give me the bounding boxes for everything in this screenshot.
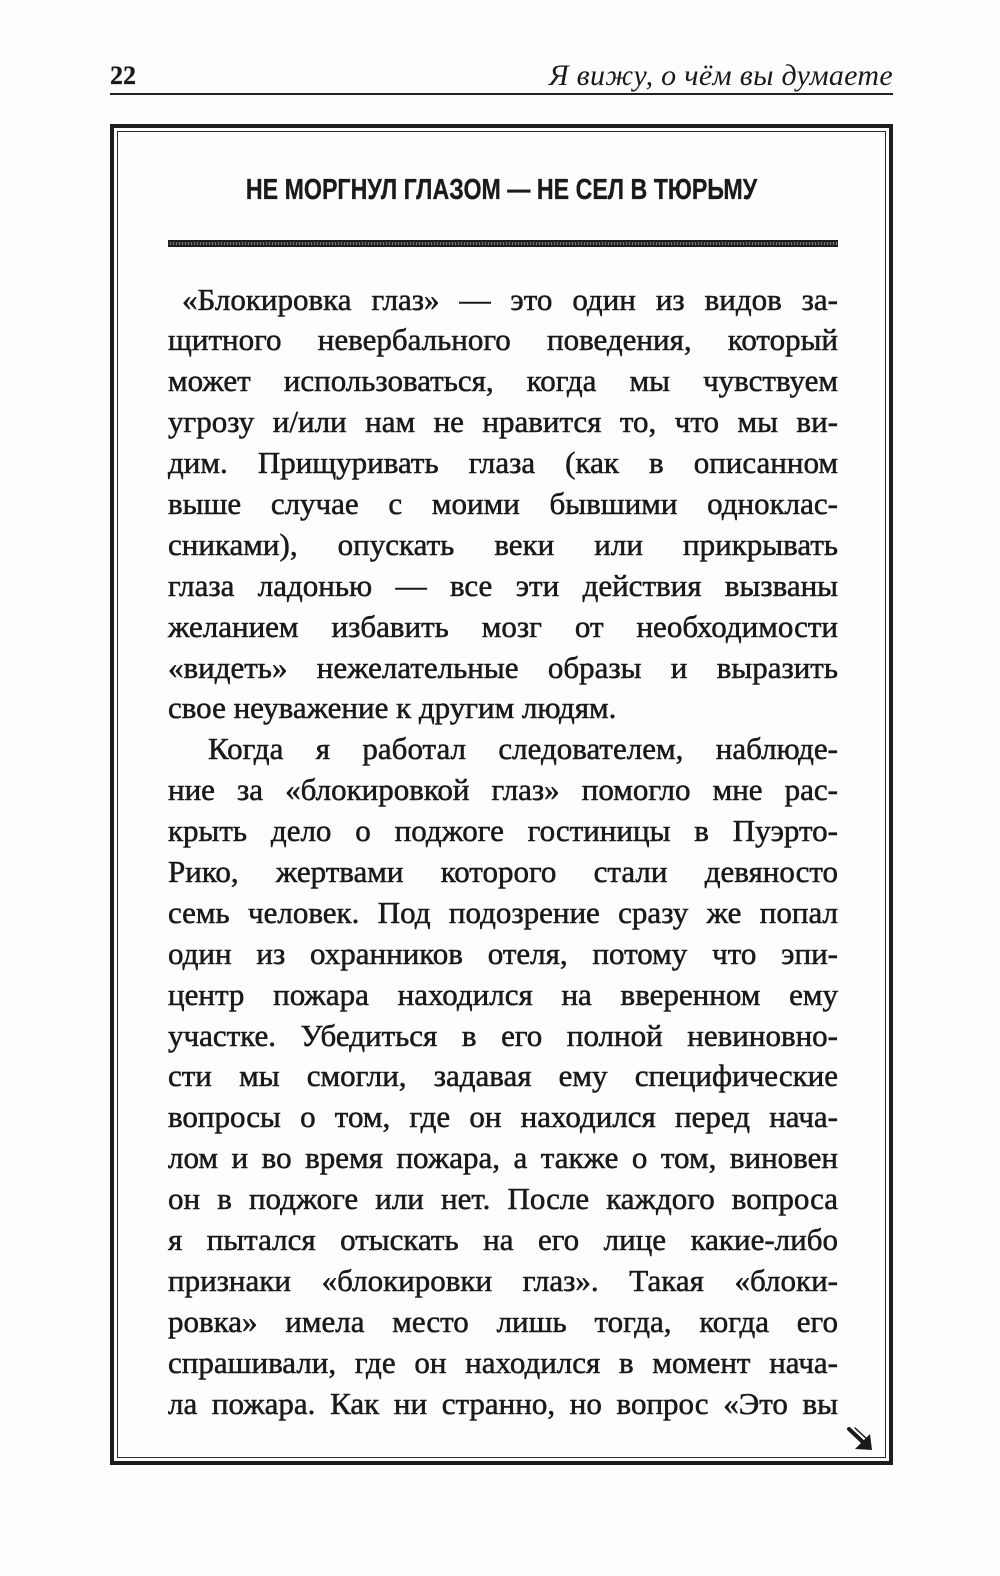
paragraph bbox=[168, 280, 838, 730]
paragraph bbox=[168, 729, 838, 1424]
text-line: «видеть» нежелательные образы и выразить bbox=[168, 649, 838, 685]
running-header bbox=[110, 56, 893, 95]
text-line: сти мы смогли, задавая ему специфические bbox=[168, 1058, 838, 1094]
text-line: ние за «блокировкой глаз» помогло мне рас- bbox=[168, 772, 838, 808]
text-line: семь человек. Под подозрение сразу же попал bbox=[168, 894, 838, 930]
box-body-text bbox=[168, 280, 838, 1425]
running-title: Я вижу, о чём вы думаете bbox=[548, 59, 893, 92]
text-line: ровка» имела место лишь тогда, когда его bbox=[168, 1303, 838, 1339]
text-line: лом и во время пожара, а также о том, виновен bbox=[168, 1140, 838, 1176]
text-line: один из охранников отеля, потому что эпи- bbox=[168, 935, 838, 971]
text-line: угрозу и/или нам не нравится то, что мы ви- bbox=[168, 404, 838, 440]
text-line: признаки «блокировки глаз». Такая «блоки- bbox=[168, 1262, 838, 1298]
box-title bbox=[114, 170, 889, 210]
text-line: глаза ладонью — все эти действия вызваны bbox=[168, 567, 838, 603]
text-line: сниками), опускать веки или прикрывать bbox=[168, 526, 838, 562]
text-line: крыть дело о поджоге гостиницы в Пуэрто- bbox=[168, 813, 838, 849]
page-number: 22 bbox=[110, 61, 136, 90]
text-line: участке. Убедиться в его полной невиновно- bbox=[168, 1017, 838, 1053]
text-line: дим. Прищуривать глаза (как в описанном bbox=[168, 445, 838, 481]
text-line: выше случае с моими бывшими одноклас- bbox=[168, 485, 838, 521]
title-divider bbox=[168, 240, 838, 247]
arrow-down-right-icon bbox=[846, 1426, 874, 1452]
text-line: свое неуважение к другим людям. bbox=[168, 690, 617, 726]
text-line: щитного невербального поведения, который bbox=[168, 322, 838, 358]
text-line: я пытался отыскать на его лице какие-либо bbox=[168, 1221, 838, 1257]
text-line: желанием избавить мозг от необходимости bbox=[168, 608, 838, 644]
text-line: он в поджоге или нет. После каждого вопроса bbox=[168, 1181, 838, 1217]
text-line: Рико, жертвами которого стали девяносто bbox=[168, 853, 838, 889]
text-line: «Блокировка глаз» — это один из видов за- bbox=[182, 281, 838, 317]
text-line: центр пожара находился на вверенном ему bbox=[168, 976, 838, 1012]
text-line: спрашивали, где он находился в момент нача- bbox=[168, 1344, 838, 1380]
text-line: может использоваться, когда мы чувствуем bbox=[168, 363, 838, 399]
text-line: вопросы о том, где он находился перед нача- bbox=[168, 1099, 838, 1135]
text-line: Когда я работал следователем, наблюде- bbox=[208, 731, 838, 767]
framed-sidebar-box bbox=[110, 124, 893, 1465]
text-line: ла пожара. Как ни странно, но вопрос «Это вы bbox=[168, 1385, 838, 1421]
box-title-text: НЕ МОРГНУЛ ГЛАЗОМ — НЕ СЕЛ В ТЮРЬМУ bbox=[245, 174, 758, 206]
